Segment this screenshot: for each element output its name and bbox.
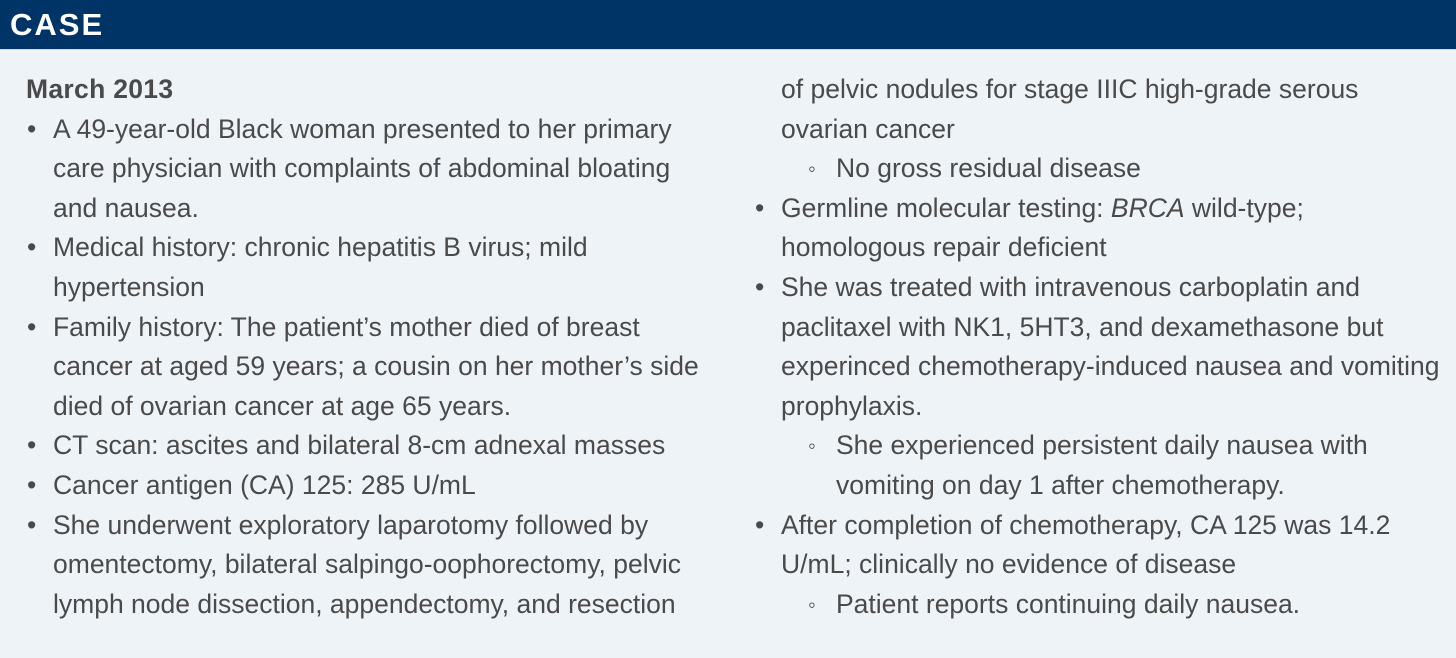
header-title: CASE [10,7,105,42]
sub-bullet-no-residual: ◦ No gross residual disease [754,149,1444,189]
bullet-germline [754,189,1444,268]
left-column [26,70,716,624]
right-column [754,70,1444,624]
bullet-completion: • After completion of chemotherapy, CA 125 was 14.2 U/mL; clinically no evidence of disease [754,506,1444,585]
germline-suffix: wild-type; homologous repair deficient [781,192,1304,263]
germline-gene: BRCA [1110,192,1185,223]
bullet-family-history: • Family history: The patient’s mother died of breast cancer at aged 59 years; a cousin on her mother’s side died of ovarian cancer at age 65 years. [26,308,716,427]
sub-bullet-continuing-nausea: ◦ Patient reports continuing daily nausea. [754,585,1444,625]
bullet-medical-history: • Medical history: chronic hepatitis B virus; mild hypertension [26,228,716,307]
case-header [0,0,1456,50]
case-body [0,50,1456,658]
right-bullet-list [754,149,1444,624]
bullet-presentation: • A 49-year-old Black woman presented to her primary care physician with complaints of abdominal bloating and nausea. [26,110,716,229]
bullet-treatment: • She was treated with intravenous carboplatin and paclitaxel with NK1, 5HT3, and dexamethasone but experinced chemotherapy-induced nausea and vomiting prophylaxis. [754,268,1444,426]
bullet-ct-scan: • CT scan: ascites and bilateral 8-cm adnexal masses [26,426,716,466]
sub-bullet-persistent-nausea: ◦ She experienced persistent daily nausea with vomiting on day 1 after chemotherapy. [754,426,1444,505]
left-bullet-list [26,110,716,625]
date-heading: March 2013 [26,74,174,104]
bullet-ca125: • Cancer antigen (CA) 125: 285 U/mL [26,466,716,506]
germline-prefix: Germline molecular testing: [781,192,1111,223]
surgery-continuation: of pelvic nodules for stage IIIC high-grade serous ovarian cancer [781,74,1359,144]
bullet-surgery: • She underwent exploratory laparotomy followed by omentectomy, bilateral salpingo-oophorectomy, pelvic lymph node dissection, appendectomy, and resection [26,506,716,625]
